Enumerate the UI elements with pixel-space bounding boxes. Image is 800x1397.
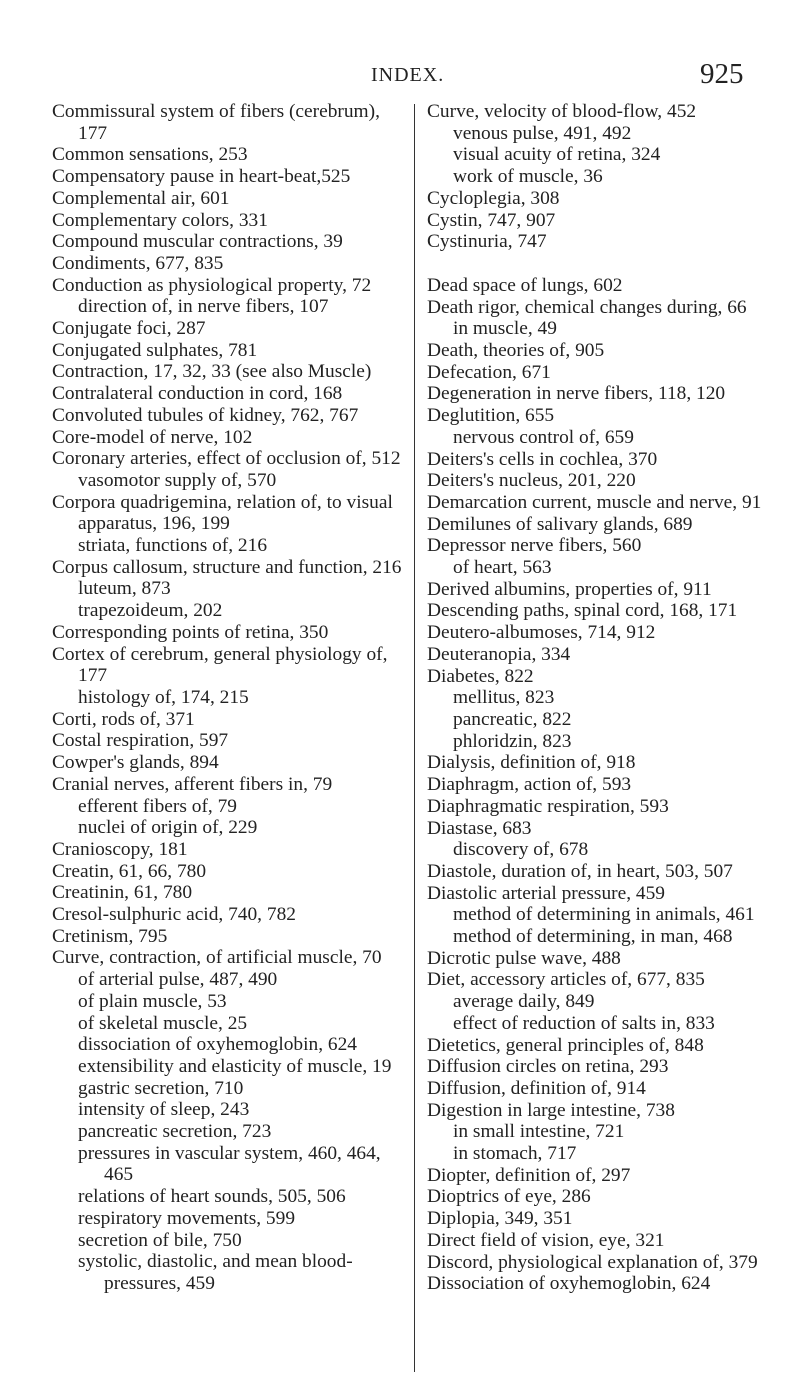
index-entry: Dietetics, general principles of, 848 (427, 1034, 704, 1056)
index-subentry: secretion of bile, 750 (78, 1229, 242, 1251)
index-entry: Death, theories of, 905 (427, 340, 605, 362)
index-entry: Conduction as physiological property, 72 (52, 274, 372, 296)
index-entry: Cowper's glands, 894 (52, 752, 219, 774)
index-subentry: visual acuity of retina, 324 (453, 144, 661, 166)
index-entry: Corti, rods of, 371 (52, 708, 195, 730)
index-entry: Costal respiration, 597 (52, 730, 229, 752)
index-subentry: respiratory movements, 599 (78, 1207, 296, 1229)
index-subentry: of arterial pulse, 487, 490 (78, 969, 278, 991)
left-index-column (52, 101, 407, 1295)
index-entry: Common sensations, 253 (52, 144, 248, 166)
index-subentry: mellitus, 823 (453, 687, 555, 709)
index-subentry: vasomotor supply of, 570 (78, 469, 277, 491)
index-subentry: method of determining, in man, 468 (453, 926, 733, 948)
index-entry: Cranial nerves, afferent fibers in, 79 (52, 773, 333, 795)
index-subentry: of skeletal muscle, 25 (78, 1012, 248, 1034)
index-subentry: direction of, in nerve fibers, 107 (78, 296, 329, 318)
index-subentry: nervous control of, 659 (453, 426, 634, 448)
index-entry: Deiters's cells in cochlea, 370 (427, 448, 658, 470)
index-entry: Compound muscular contractions, 39 (52, 231, 343, 253)
index-entry: Complementary colors, 331 (52, 209, 268, 231)
column-divider (414, 104, 415, 1372)
index-subentry: histology of, 174, 215 (78, 686, 249, 708)
running-head: INDEX. (371, 64, 445, 86)
index-entry: Cranioscopy, 181 (52, 838, 188, 860)
index-subentry: pancreatic, 822 (453, 708, 572, 730)
index-subentry: pressures in vascular system, 460, 464, 465 (78, 1142, 381, 1186)
index-entry: Corresponding points of retina, 350 (52, 621, 329, 643)
index-subentry: dissociation of oxyhemoglobin, 624 (78, 1034, 357, 1056)
index-entry: Diffusion, definition of, 914 (427, 1077, 646, 1099)
index-entry: Death rigor, chemical changes during, 66 (427, 296, 747, 318)
index-subentry: pancreatic secretion, 723 (78, 1121, 272, 1143)
page-header (0, 58, 800, 96)
index-entry: Diastole, duration of, in heart, 503, 507 (427, 860, 733, 882)
index-entry: Coronary arteries, effect of occlusion of, 512 (52, 448, 401, 470)
index-entry: Dialysis, definition of, 918 (427, 752, 636, 774)
index-entry: Dissociation of oxyhemoglobin, 624 (427, 1273, 711, 1295)
index-subentry: relations of heart sounds, 505, 506 (78, 1186, 346, 1208)
index-entry: Demarcation current, muscle and nerve, 91 (427, 491, 762, 513)
index-subentry: efferent fibers of, 79 (78, 795, 238, 817)
index-subentry: in small intestine, 721 (453, 1121, 625, 1143)
index-entry: Diabetes, 822 (427, 665, 534, 687)
right-index-column (427, 101, 779, 1295)
index-entry: Defecation, 671 (427, 361, 551, 383)
index-entry: Deuteranopia, 334 (427, 643, 571, 665)
index-entry: Compensatory pause in heart-beat,525 (52, 166, 351, 188)
index-entry: Diffusion circles on retina, 293 (427, 1056, 669, 1078)
index-entry: Diaphragmatic respiration, 593 (427, 795, 669, 817)
index-entry: Direct field of vision, eye, 321 (427, 1229, 665, 1251)
index-entry: Condiments, 677, 835 (52, 252, 224, 274)
index-entry: Diaphragm, action of, 593 (427, 774, 632, 796)
index-subentry: discovery of, 678 (453, 839, 589, 861)
index-entry: Contralateral conduction in cord, 168 (52, 383, 343, 405)
index-entry: Diastolic arterial pressure, 459 (427, 882, 665, 904)
index-entry: Dicrotic pulse wave, 488 (427, 947, 621, 969)
index-entry: Core-model of nerve, 102 (52, 426, 253, 448)
index-entry: Cortex of cerebrum, general physiology of, 177 (52, 643, 388, 687)
index-entry: Corpora quadrigemina, relation of, to visual apparatus, 196, 199 (52, 491, 393, 535)
index-entry: Derived albumins, properties of, 911 (427, 578, 712, 600)
index-subentry: trapezoideum, 202 (78, 600, 223, 622)
index-subentry: of heart, 563 (453, 557, 552, 579)
index-entry: Deglutition, 655 (427, 405, 555, 427)
index-entry: Discord, physiological explanation of, 379 (427, 1251, 758, 1273)
index-entry: Dioptrics of eye, 286 (427, 1186, 591, 1208)
index-subentry: in muscle, 49 (453, 318, 557, 340)
index-subentry: intensity of sleep, 243 (78, 1099, 250, 1121)
index-entry: Dead space of lungs, 602 (427, 274, 623, 296)
index-entry: Demilunes of salivary glands, 689 (427, 513, 693, 535)
index-subentry: average daily, 849 (453, 991, 595, 1013)
index-subentry: method of determining in animals, 461 (453, 904, 755, 926)
index-subentry: striata, functions of, 216 (78, 535, 268, 557)
index-entry: Deutero-albumoses, 714, 912 (427, 622, 656, 644)
index-subentry: gastric secretion, 710 (78, 1077, 244, 1099)
index-entry: Degeneration in nerve fibers, 118, 120 (427, 383, 726, 405)
index-subentry: nuclei of origin of, 229 (78, 817, 258, 839)
index-subentry: extensibility and elasticity of muscle, 19 (78, 1055, 392, 1077)
index-entry: Creatinin, 61, 780 (52, 882, 193, 904)
index-subentry: effect of reduction of salts in, 833 (453, 1012, 715, 1034)
index-entry: Commissural system of fibers (cerebrum), 177 (52, 101, 380, 144)
index-subentry: venous pulse, 491, 492 (453, 122, 632, 144)
index-subentry: phloridzin, 823 (453, 730, 572, 752)
index-entry: Deiters's nucleus, 201, 220 (427, 470, 636, 492)
index-entry: Convoluted tubules of kidney, 762, 767 (52, 404, 359, 426)
index-entry: Contraction, 17, 32, 33 (see also Muscle) (52, 361, 372, 383)
index-entry: Cystin, 747, 907 (427, 209, 556, 231)
index-entry: Descending paths, spinal cord, 168, 171 (427, 600, 738, 622)
index-entry: Curve, contraction, of artificial muscle, 70 (52, 947, 382, 969)
index-entry: Corpus callosum, structure and function, 216 (52, 556, 402, 578)
index-entry: Diopter, definition of, 297 (427, 1164, 631, 1186)
index-entry: Digestion in large intestine, 738 (427, 1099, 675, 1121)
index-entry: Cycloplegia, 308 (427, 187, 560, 209)
index-subentry: systolic, diastolic, and mean blood-pressures, 459 (78, 1251, 353, 1294)
index-entry: Curve, velocity of blood-flow, 452 (427, 101, 697, 122)
index-subentry: of plain muscle, 53 (78, 990, 227, 1012)
index-entry: Conjugate foci, 287 (52, 318, 206, 340)
page-number: 925 (700, 58, 744, 90)
index-entry: Diet, accessory articles of, 677, 835 (427, 969, 705, 991)
index-entry: Creatin, 61, 66, 780 (52, 860, 207, 882)
index-subentry: in stomach, 717 (453, 1143, 577, 1165)
index-entry: Diplopia, 349, 351 (427, 1208, 573, 1230)
index-entry: Depressor nerve fibers, 560 (427, 535, 642, 557)
index-entry: Cystinuria, 747 (427, 231, 547, 253)
index-entry: Cretinism, 795 (52, 925, 168, 947)
index-entry: Diastase, 683 (427, 817, 532, 839)
index-subentry: luteum, 873 (78, 578, 171, 600)
index-entry: Complemental air, 601 (52, 187, 230, 209)
index-entry: Cresol-sulphuric acid, 740, 782 (52, 904, 296, 926)
index-subentry: work of muscle, 36 (453, 166, 603, 188)
index-entry: Conjugated sulphates, 781 (52, 339, 258, 361)
